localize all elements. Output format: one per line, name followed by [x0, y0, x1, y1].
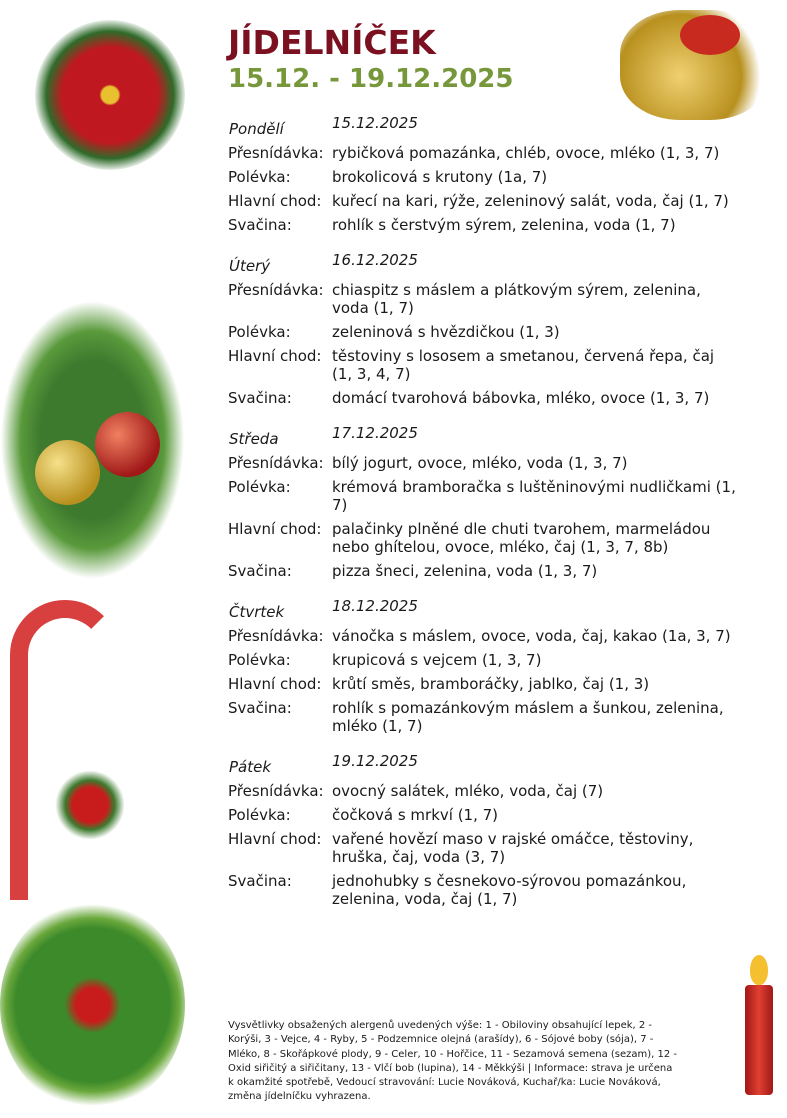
date-range: 15.12. - 19.12.2025	[228, 64, 514, 94]
meal-row	[228, 144, 743, 162]
meal-label: Přesnídávka:	[228, 144, 324, 162]
meal-label: Svačina:	[228, 872, 292, 890]
meal-row	[228, 323, 743, 341]
meal-value: bílý jogurt, ovoce, mléko, voda (1, 3, 7)	[332, 454, 628, 472]
christmas-decoration-left	[0, 0, 185, 1110]
day-block	[228, 752, 743, 908]
meal-label: Polévka:	[228, 168, 291, 186]
meal-value: vařené hovězí maso v rajské omáčce, těstoviny, hruška, čaj, voda (3, 7)	[332, 830, 694, 866]
meal-row	[228, 168, 743, 186]
menu-content	[228, 24, 743, 925]
meal-label: Přesnídávka:	[228, 782, 324, 800]
meal-label: Polévka:	[228, 806, 291, 824]
meal-value: krémová bramboračka s luštěninovými nudličkami (1, 7)	[332, 478, 736, 514]
meal-row	[228, 675, 743, 693]
meal-value: pizza šneci, zelenina, voda (1, 3, 7)	[332, 562, 598, 580]
holly-leaves-icon	[0, 900, 185, 1110]
meal-row	[228, 562, 743, 580]
day-date: 17.12.2025	[332, 424, 418, 442]
candle-icon	[745, 985, 773, 1095]
meal-value: rohlík s pomazánkovým máslem a šunkou, zelenina, mléko (1, 7)	[332, 699, 724, 735]
meal-label: Svačina:	[228, 389, 292, 407]
day-name: Čtvrtek	[229, 603, 285, 621]
meal-label: Polévka:	[228, 323, 291, 341]
meal-value: brokolicová s krutony (1a, 7)	[332, 168, 548, 186]
meal-value: domácí tvarohová bábovka, mléko, ovoce (1, 3, 7)	[332, 389, 710, 407]
day-name: Úterý	[229, 257, 271, 275]
meal-value: ovocný salátek, mléko, voda, čaj (7)	[332, 782, 604, 800]
day-date: 18.12.2025	[332, 597, 418, 615]
day-name: Pátek	[229, 758, 272, 776]
allergen-footer: Vysvětlivky obsažených alergenů uvedených výše: 1 - Obiloviny obsahující lepek, 2 - Korýši, 3 - Vejce, 4 - Ryby, 5 - Podzemnice olejná (arašídy), 6 - Sójové boby (sója), 7 - Mléko, 8 - Skořápkové plody, 9 - Celer, 10 - Hořčice, 11 - Sezamová semena (sezam), 12 - Oxid siřičitý a siřičitany, 13 - Vlčí bob (lupina), 14 - Měkkýši | Informace: strava je určena k okamžité spotřebě, Vedoucí stravování: Lucie Nováková, Kuchař/ka: Lucie Nováková, změna jídelníčku vyhrazena.	[228, 1020, 678, 1103]
page-title: JÍDELNÍČEK	[228, 23, 436, 62]
day-date: 16.12.2025	[332, 251, 418, 269]
meal-value: krůtí směs, bramboráčky, jablko, čaj (1, 3)	[332, 675, 650, 693]
meal-label: Polévka:	[228, 651, 291, 669]
meal-row	[228, 389, 743, 407]
meal-label: Hlavní chod:	[228, 192, 322, 210]
meal-label: Hlavní chod:	[228, 520, 322, 538]
meal-row	[228, 520, 743, 556]
meal-value: kuřecí na kari, rýže, zeleninový salát, voda, čaj (1, 7)	[332, 192, 729, 210]
day-block	[228, 597, 743, 735]
day-date: 15.12.2025	[332, 114, 418, 132]
meal-value: chiaspitz s máslem a plátkovým sýrem, zelenina, voda (1, 7)	[332, 281, 701, 317]
day-name: Pondělí	[229, 120, 284, 138]
day-name: Středa	[229, 430, 279, 448]
meal-label: Polévka:	[228, 478, 291, 496]
meal-row	[228, 782, 743, 800]
meal-label: Hlavní chod:	[228, 675, 322, 693]
meal-row	[228, 478, 743, 514]
meal-row	[228, 806, 743, 824]
meal-value: zeleninová s hvězdičkou (1, 3)	[332, 323, 560, 341]
meal-row	[228, 872, 743, 908]
meal-row	[228, 216, 743, 234]
days-list	[228, 114, 743, 908]
meal-value: čočková s mrkví (1, 7)	[332, 806, 499, 824]
meal-value: rohlík s čerstvým sýrem, zelenina, voda (1, 7)	[332, 216, 676, 234]
meal-value: vánočka s máslem, ovoce, voda, čaj, kakao (1a, 3, 7)	[332, 627, 731, 645]
meal-value: těstoviny s lososem a smetanou, červená řepa, čaj (1, 3, 4, 7)	[332, 347, 715, 383]
day-block	[228, 424, 743, 580]
meal-label: Svačina:	[228, 216, 292, 234]
holly-berries-icon	[55, 770, 125, 840]
meal-row	[228, 347, 743, 383]
ornament-red-icon	[95, 412, 160, 477]
meal-label: Hlavní chod:	[228, 347, 322, 365]
meal-row	[228, 699, 743, 735]
meal-value: jednohubky s česnekovo-sýrovou pomazánkou, zelenina, voda, čaj (1, 7)	[332, 872, 687, 908]
meal-row	[228, 281, 743, 317]
candle-flame-icon	[750, 955, 768, 985]
meal-label: Přesnídávka:	[228, 454, 324, 472]
meal-label: Hlavní chod:	[228, 830, 322, 848]
meal-label: Přesnídávka:	[228, 627, 324, 645]
meal-value: krupicová s vejcem (1, 3, 7)	[332, 651, 542, 669]
meal-row	[228, 627, 743, 645]
meal-value: rybičková pomazánka, chléb, ovoce, mléko (1, 3, 7)	[332, 144, 720, 162]
meal-value: palačinky plněné dle chuti tvarohem, marmeládou nebo ghítelou, ovoce, mléko, čaj (1, 3, 7, 8b)	[332, 520, 711, 556]
ornament-gold-icon	[35, 440, 100, 505]
candy-cane-icon	[10, 600, 120, 900]
meal-row	[228, 454, 743, 472]
meal-label: Svačina:	[228, 562, 292, 580]
meal-row	[228, 830, 743, 866]
poinsettia-icon	[35, 20, 185, 170]
meal-label: Svačina:	[228, 699, 292, 717]
day-block	[228, 114, 743, 234]
meal-row	[228, 192, 743, 210]
day-block	[228, 251, 743, 407]
meal-label: Přesnídávka:	[228, 281, 324, 299]
day-date: 19.12.2025	[332, 752, 418, 770]
meal-row	[228, 651, 743, 669]
